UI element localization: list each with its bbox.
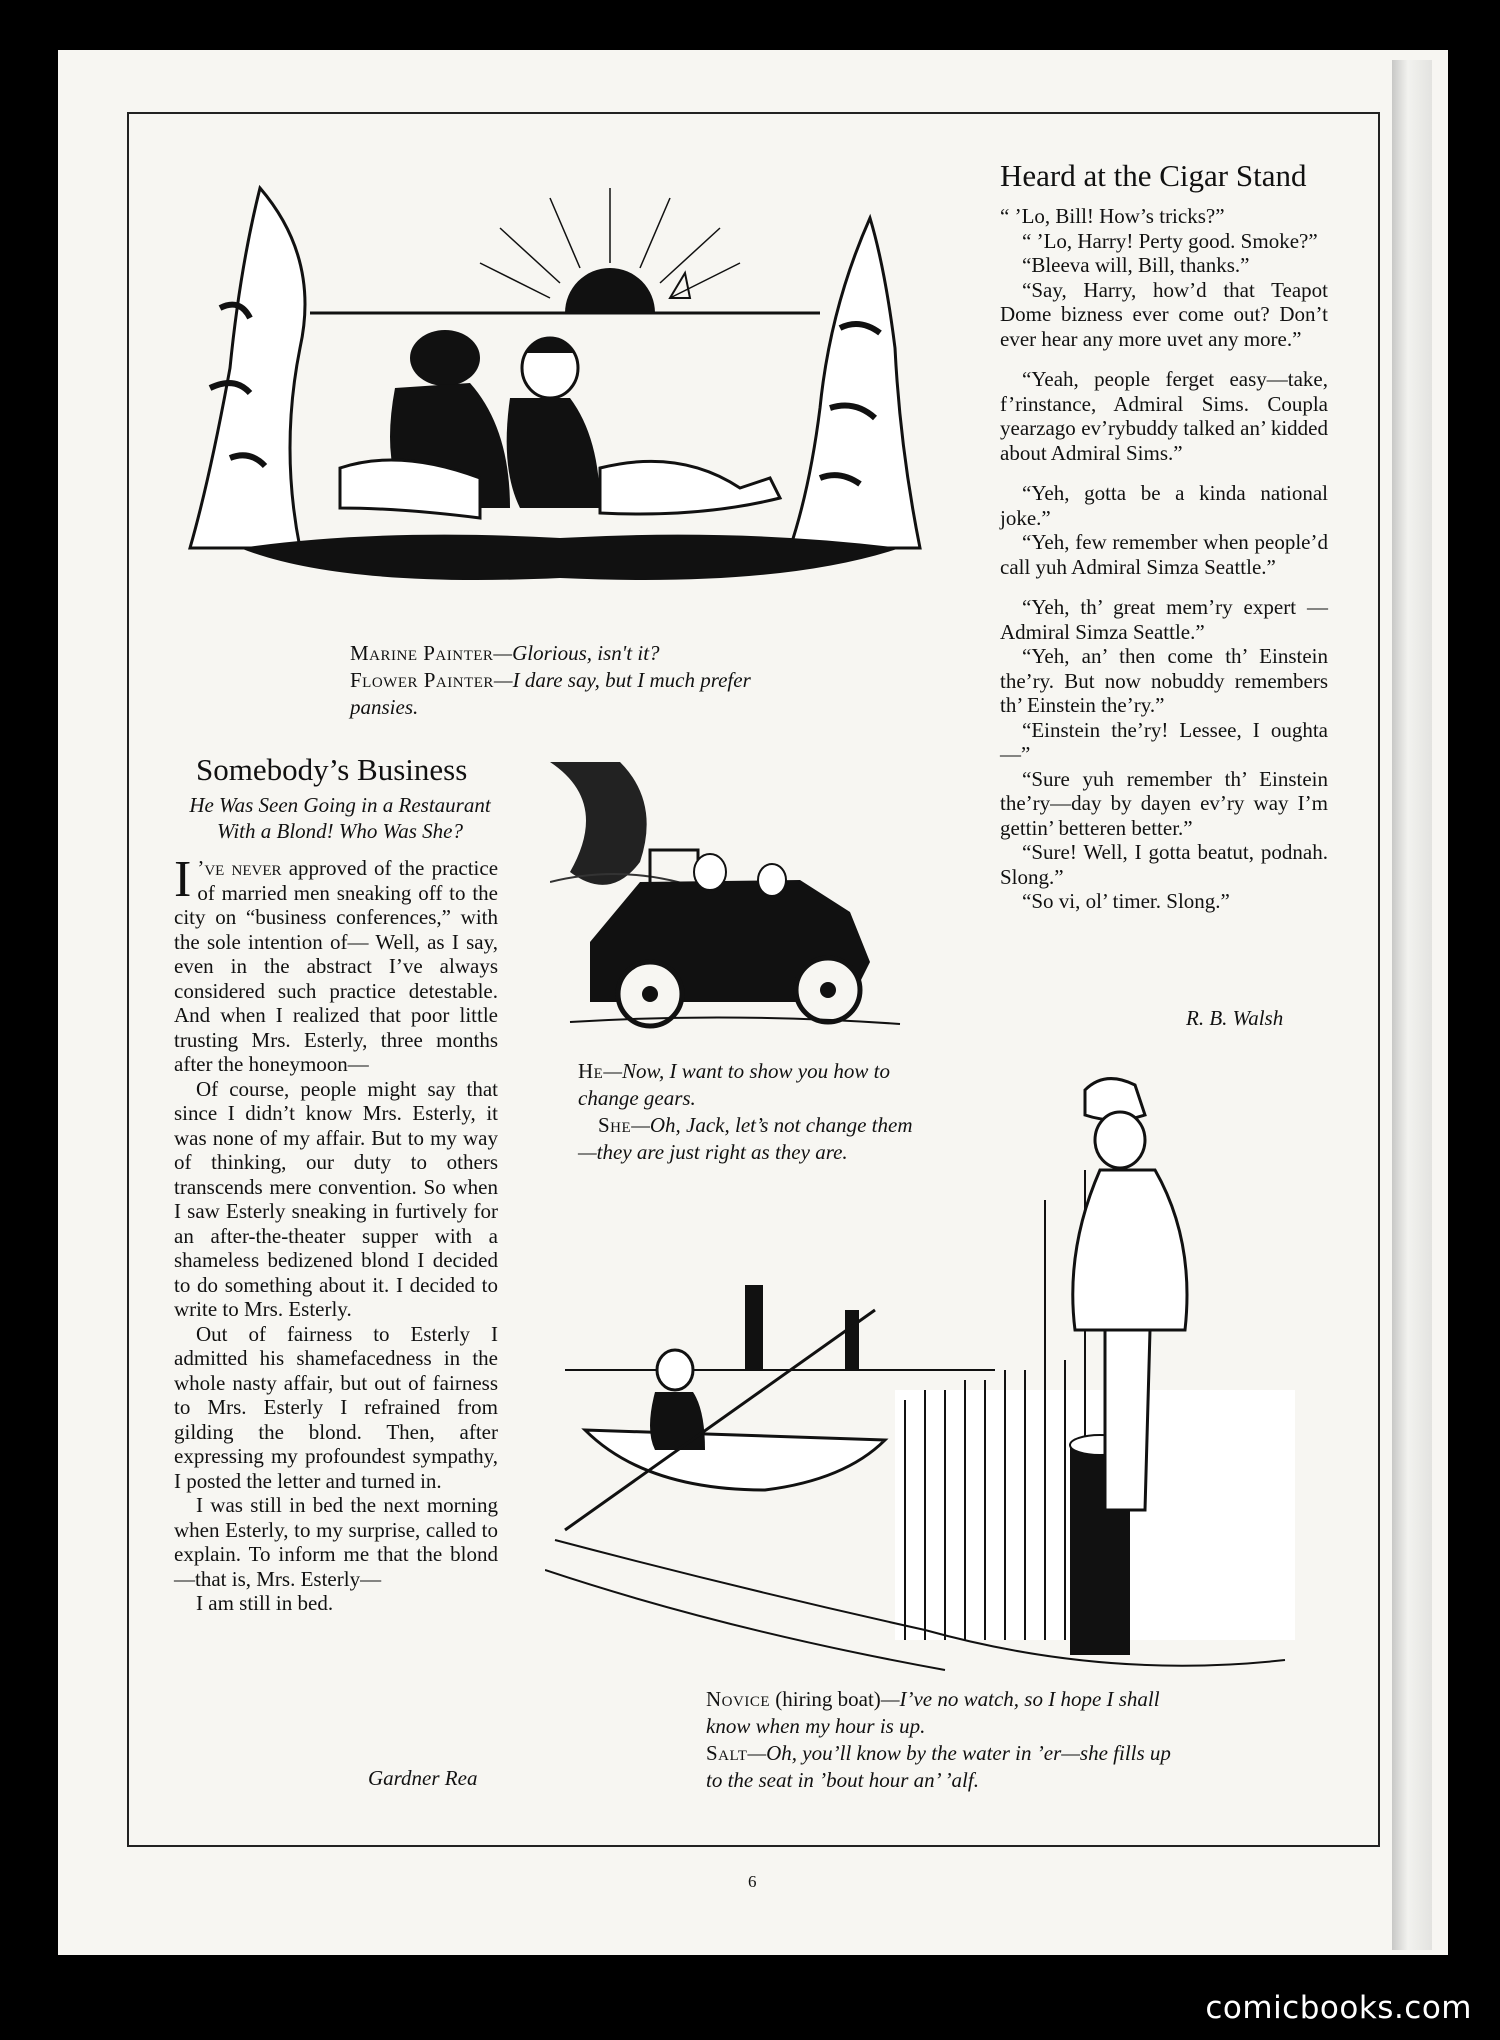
he-line: —Now, I want to show you how to change gears.: [578, 1059, 890, 1110]
business-paragraph: Of course, people might say that since I didn’t know Mrs. Esterly, it was none of my affair. But to my way of thinking, our duty to others transcends mere convention. So when I saw Esterly sneaking in furtively for an after-the-theater supper with a shameless bedizened blond I decided to do something about it. I decided to write to Mrs. Esterly.: [174, 1076, 498, 1321]
cigar-stand-line: “Bleeva will, Bill, thanks.”: [1022, 253, 1250, 277]
flower-painter-line: —I dare say, but I much prefer pansies.: [350, 668, 751, 719]
cigar-stand-title: Heard at the Cigar Stand: [1000, 158, 1307, 193]
painters-sunset-illustration: [180, 148, 940, 618]
cigar-stand-line: “Einstein the’ry! Lessee, I oughta—”: [1000, 717, 1328, 766]
cigar-stand-line: “So vi, ol’ timer. Slong.”: [1022, 889, 1230, 913]
cigar-stand-line: “Say, Harry, how’d that Teapot Dome bizness ever come out? Don’t ever hear any more uvet any more.”: [1000, 277, 1328, 351]
gutter-shadow: [1448, 40, 1500, 2000]
speaker-she: She: [598, 1113, 632, 1137]
speaker-salt: Salt: [706, 1741, 748, 1765]
somebodys-business-subtitle: [180, 792, 500, 844]
business-paragraph: approved of the practice of married men sneaking off to the city on “business conferences,” with the sole intention of— Well, as I say, even in the abstract I’ve always considered such practice detestable. And when I realized that poor little trusting Mrs. Esterly, three months after the honeymoon—: [174, 856, 499, 1076]
cigar-stand-line: “Yeah, people ferget easy—take, f’rinstance, Admiral Sims. Coupla yearzago ev’rybuddy talked an’ kidded about Admiral Sims.”: [1000, 367, 1328, 465]
subtitle-line-2: With a Blond! Who Was She?: [217, 819, 463, 843]
cigar-stand-line: “ ’Lo, Bill! How’s tricks?”: [1000, 204, 1225, 228]
speaker-marine-painter: Marine Painter: [350, 641, 494, 665]
somebodys-business-title: Somebody’s Business: [196, 752, 468, 787]
speaker-flower-painter: Flower Painter: [350, 668, 494, 692]
somebodys-business-byline: Gardner Rea: [368, 1766, 478, 1790]
somebodys-business-column: [174, 851, 499, 1616]
cigar-stand-line: “ ’Lo, Harry! Perty good. Smoke?”: [1022, 228, 1318, 253]
cigar-stand-line: “Sure! Well, I gotta beatut, podnah. Slong.”: [1000, 840, 1328, 889]
business-paragraph: I was still in bed the next morning when Esterly, to my surprise, called to explain. To inform me that the blond—that is, Mrs. Esterly—: [174, 1493, 498, 1591]
cigar-stand-line: “Yeh, th’ great mem’ry expert —Admiral Simza Seattle.”: [1000, 595, 1328, 644]
business-paragraph: I am still in bed.: [196, 1591, 334, 1615]
page-number: 6: [748, 1872, 757, 1891]
subtitle-line-1: He Was Seen Going in a Restaurant: [189, 793, 491, 817]
painters-caption: [320, 640, 790, 721]
business-paragraph: Out of fairness to Esterly I admitted his shamefacedness in the whole nasty affair, but out of fairness to Mrs. Esterly I refrained from gilding the blond. Then, after expressing my profoundest sympathy, I posted the letter and turned in.: [174, 1321, 498, 1493]
rowboat-pier-illustration: [545, 1070, 1305, 1695]
marine-painter-line: —Glorious, isn't it?: [493, 641, 660, 665]
salt-line: —Oh, you’ll know by the water in ’er—she fills up to the seat in ’bout hour an’ ’alf.: [706, 1741, 1171, 1792]
boat-caption: [686, 1686, 1186, 1794]
page-spine: [1392, 60, 1432, 1950]
cigar-stand-line: “Yeh, an’ then come th’ Einstein the’ry. But now nobuddy remembers th’ Einstein the’ry.”: [1000, 644, 1328, 717]
site-watermark: comicbooks.com: [1205, 1990, 1472, 2026]
cigar-stand-column: [1000, 204, 1328, 914]
dropcap-i: I: [174, 851, 192, 908]
she-line: —Oh, Jack, let’s not change them—they are just right as they are.: [578, 1113, 913, 1164]
car-couple-illustration: [550, 762, 910, 1034]
cigar-stand-line: “Yeh, gotta be a kinda national joke.”: [1000, 481, 1328, 530]
cigar-stand-byline: R. B. Walsh: [1186, 1006, 1284, 1030]
novice-line: —I’ve no watch, so I hope I shall know when my hour is up.: [706, 1687, 1160, 1738]
novice-stage-note: (hiring boat): [770, 1687, 881, 1711]
cigar-stand-line: “Yeh, few remember when people’d call yuh Admiral Simza Seattle.”: [1000, 530, 1328, 579]
lead-caps: ’ve never: [197, 856, 282, 880]
cigar-stand-line: “Sure yuh remember th’ Einstein the’ry—day by dayen ev’ry way I’m gettin’ betteren better.”: [1000, 766, 1328, 840]
speaker-he: He: [578, 1059, 604, 1083]
speaker-novice: Novice: [706, 1687, 770, 1711]
